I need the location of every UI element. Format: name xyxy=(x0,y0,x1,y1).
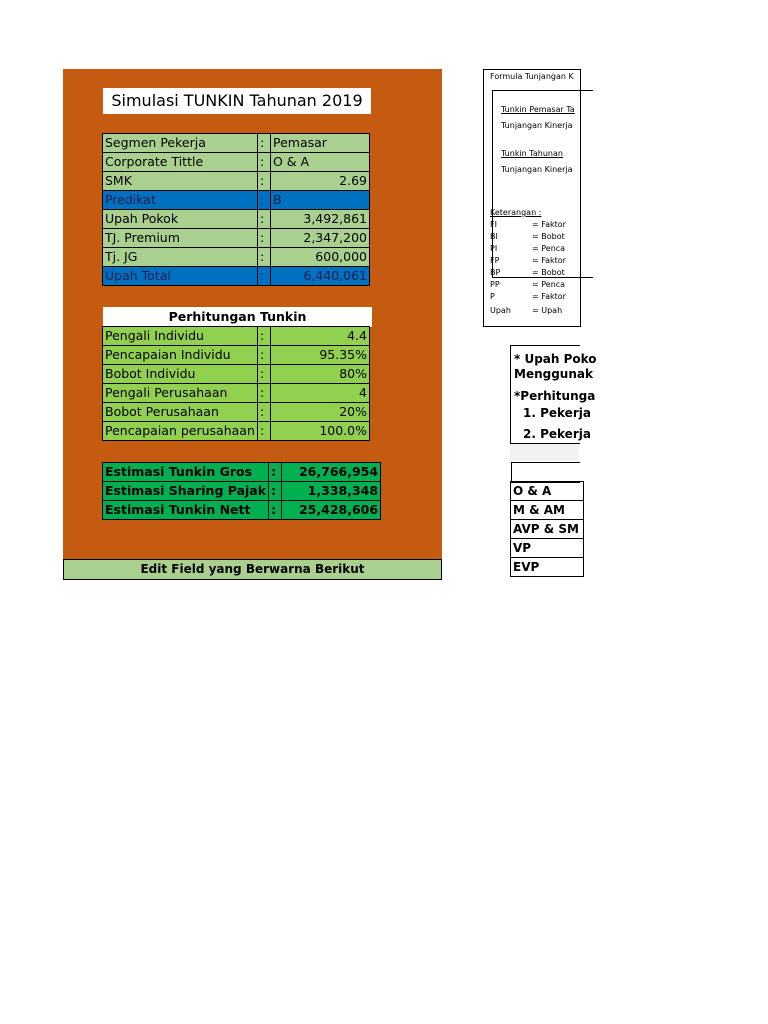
separator: : xyxy=(269,501,282,520)
smk-label: SMK xyxy=(103,172,258,191)
pencapaian-individu-label: Pencapaian Individu xyxy=(103,346,258,365)
smk-value[interactable]: 2.69 xyxy=(271,172,370,191)
bobot-perusahaan-label: Bobot Perusahaan xyxy=(103,403,258,422)
table-row xyxy=(511,520,584,539)
calc-table xyxy=(102,326,370,441)
tunkin-nett-label: Estimasi Tunkin Nett xyxy=(103,501,269,520)
keterangan-item: BP = Bobot xyxy=(490,268,565,277)
estimate-table xyxy=(102,462,381,520)
keterangan-label: Keterangan : xyxy=(490,208,542,217)
table-row xyxy=(103,327,370,346)
tunkin-nett-value: 25,428,606 xyxy=(282,501,381,520)
level-cell: AVP & SM xyxy=(511,520,584,539)
calc-header: Perhitungan Tunkin xyxy=(103,307,372,327)
formula-title: Formula Tunjangan K xyxy=(490,72,574,81)
tunkin-gros-value: 26,766,954 xyxy=(282,463,381,482)
tj-jg-value[interactable]: 600,000 xyxy=(271,248,370,267)
note-line-3: *Perhitunga xyxy=(514,389,596,403)
corporate-title-value[interactable]: O & A xyxy=(271,153,370,172)
keterangan-item: P = Faktor xyxy=(490,292,566,301)
table-row xyxy=(103,248,370,267)
table-row xyxy=(103,403,370,422)
blank-cell xyxy=(511,462,580,483)
formula-line-4: Tunjangan Kinerja xyxy=(501,165,573,174)
table-row xyxy=(511,539,584,558)
separator: : xyxy=(258,422,271,441)
gray-strip xyxy=(510,444,579,461)
table-row xyxy=(103,191,370,210)
bobot-individu-label: Bobot Individu xyxy=(103,365,258,384)
separator: : xyxy=(258,191,271,210)
sharing-pajak-value: 1,338,348 xyxy=(282,482,381,501)
separator: : xyxy=(258,210,271,229)
keterangan-item: FI = Faktor xyxy=(490,220,566,229)
notes-box xyxy=(510,345,597,444)
pengali-perusahaan-label: Pengali Perusahaan xyxy=(103,384,258,403)
separator: : xyxy=(269,463,282,482)
info-table xyxy=(102,133,370,286)
table-row xyxy=(511,558,584,577)
pencapaian-perusahaan-label: Pencapaian perusahaan xyxy=(103,422,258,441)
table-row xyxy=(103,463,381,482)
pencapaian-individu-value: 95.35% xyxy=(271,346,370,365)
keterangan-item: BI = Bobot xyxy=(490,232,565,241)
note-line-4: 1. Pekerja xyxy=(523,406,591,420)
table-row xyxy=(103,501,381,520)
keterangan-item: PP = Penca xyxy=(490,280,566,289)
tj-jg-label: Tj. JG xyxy=(103,248,258,267)
table-row xyxy=(103,172,370,191)
formula-line-3: Tunkin Tahunan xyxy=(501,149,563,158)
level-cell: VP xyxy=(511,539,584,558)
table-row xyxy=(103,346,370,365)
separator: : xyxy=(258,172,271,191)
bobot-perusahaan-value: 20% xyxy=(271,403,370,422)
tunkin-gros-label: Estimasi Tunkin Gros xyxy=(103,463,269,482)
segmen-value[interactable]: Pemasar xyxy=(271,134,370,153)
table-row xyxy=(103,365,370,384)
table-row xyxy=(103,267,370,286)
level-cell: O & A xyxy=(511,482,584,501)
upah-pokok-value[interactable]: 3,492,861 xyxy=(271,210,370,229)
separator: : xyxy=(258,384,271,403)
table-row xyxy=(103,422,370,441)
upah-pokok-label: Upah Pokok xyxy=(103,210,258,229)
separator: : xyxy=(258,267,271,286)
tj-premium-label: TJ. Premium xyxy=(103,229,258,248)
keterangan-item: PI = Penca xyxy=(490,244,566,253)
tj-premium-value[interactable]: 2,347,200 xyxy=(271,229,370,248)
table-row xyxy=(511,501,584,520)
corporate-title-label: Corporate Tittle xyxy=(103,153,258,172)
upah-total-label: Upah Total xyxy=(103,267,258,286)
segmen-label: Segmen Pekerja xyxy=(103,134,258,153)
predikat-label: Predikat xyxy=(103,191,258,210)
note-line-2: Menggunak xyxy=(514,367,593,381)
separator: : xyxy=(258,248,271,267)
keterangan-item: Upah = Upah xyxy=(490,306,563,315)
table-row xyxy=(103,153,370,172)
pengali-individu-label: Pengali Individu xyxy=(103,327,258,346)
table-row xyxy=(511,482,584,501)
table-row xyxy=(103,229,370,248)
keterangan-item: FP = Faktor xyxy=(490,256,566,265)
table-row xyxy=(103,134,370,153)
separator: : xyxy=(258,153,271,172)
pencapaian-perusahaan-value[interactable]: 100.0% xyxy=(271,422,370,441)
separator: : xyxy=(258,403,271,422)
table-row xyxy=(103,210,370,229)
level-table xyxy=(510,481,584,577)
upah-total-value: 6,440,061 xyxy=(271,267,370,286)
separator: : xyxy=(258,229,271,248)
predikat-value: B xyxy=(271,191,370,210)
separator: : xyxy=(258,327,271,346)
pengali-perusahaan-value: 4 xyxy=(271,384,370,403)
table-row xyxy=(103,482,381,501)
separator: : xyxy=(258,134,271,153)
separator: : xyxy=(269,482,282,501)
edit-instruction-bar: Edit Field yang Berwarna Berikut xyxy=(63,559,442,580)
note-line-5: 2. Pekerja xyxy=(523,427,591,441)
note-line-1: * Upah Poko xyxy=(514,352,597,366)
separator: : xyxy=(258,365,271,384)
separator: : xyxy=(258,346,271,365)
pengali-individu-value: 4.4 xyxy=(271,327,370,346)
table-row xyxy=(103,384,370,403)
page-title: Simulasi TUNKIN Tahunan 2019 xyxy=(103,88,371,114)
formula-image xyxy=(483,69,581,327)
level-cell: M & AM xyxy=(511,501,584,520)
formula-line-2: Tunjangan Kinerja xyxy=(501,121,573,130)
bobot-individu-value: 80% xyxy=(271,365,370,384)
sharing-pajak-label: Estimasi Sharing Pajak xyxy=(103,482,269,501)
formula-line-1: Tunkin Pemasar Ta xyxy=(501,105,575,114)
level-cell: EVP xyxy=(511,558,584,577)
